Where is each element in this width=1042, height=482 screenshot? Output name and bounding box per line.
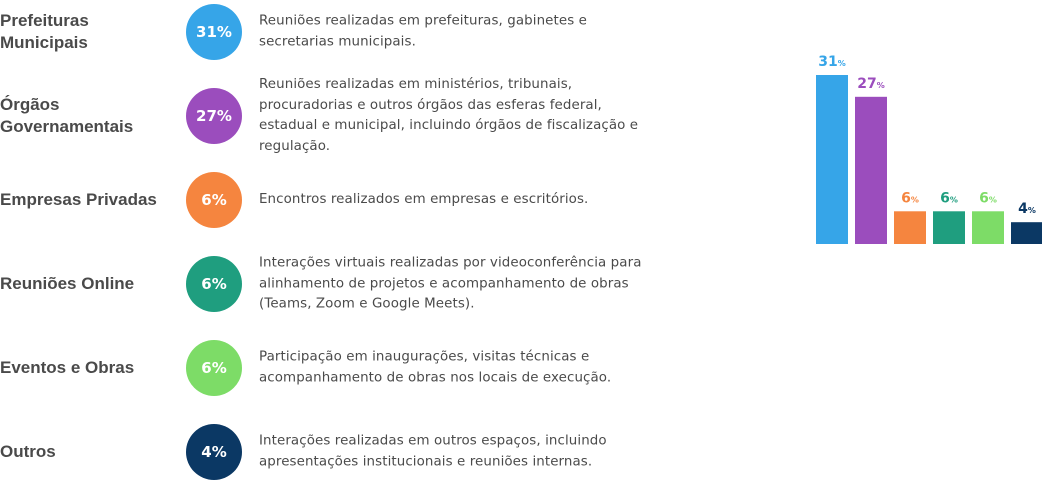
- category-row: [0, 254, 660, 314]
- category-description: Reuniões realizadas em prefeituras, gabinetes e secretarias municipais.: [259, 13, 587, 49]
- bar: [972, 211, 1004, 244]
- category-description: Reuniões realizadas em ministérios, tribunais, procuradorias e outros órgãos das esferas federal, estadual e municipal, incluindo órgãos de fiscalização e regulação.: [259, 77, 639, 154]
- category-row: [0, 170, 660, 230]
- bar-value-label: 27%: [857, 75, 885, 92]
- bar: [1011, 222, 1042, 244]
- bar: [855, 97, 887, 244]
- category-row: [0, 2, 660, 62]
- percentage-badge: 4%: [186, 424, 242, 480]
- bar-value-label: 6%: [940, 190, 958, 207]
- bar-value-label: 6%: [979, 190, 997, 207]
- category-description: Encontros realizados em empresas e escritórios.: [259, 191, 589, 207]
- category-row: [0, 77, 660, 154]
- bar: [816, 75, 848, 244]
- category-row: [0, 338, 660, 398]
- percentage-badge: 31%: [186, 4, 242, 60]
- bar-chart: [800, 30, 1042, 260]
- category-row: [0, 422, 660, 482]
- category-label: Eventos e Obras: [0, 358, 135, 377]
- category-label: Empresas Privadas: [0, 190, 157, 209]
- category-label: Reuniões Online: [0, 274, 135, 293]
- percentage-badge: 6%: [186, 172, 242, 228]
- bar: [933, 211, 965, 244]
- category-label: Órgãos Governamentais: [0, 95, 134, 136]
- percentage-badge: 6%: [186, 256, 242, 312]
- percentage-badge: 27%: [186, 88, 242, 144]
- category-label: Prefeituras Municipais: [0, 11, 89, 52]
- category-label: Outros: [0, 442, 56, 461]
- bar-value-label: 6%: [901, 190, 919, 207]
- category-description: Participação em inaugurações, visitas técnicas e acompanhamento de obras nos locais de execução.: [259, 349, 612, 385]
- percentage-badge: 6%: [186, 340, 242, 396]
- bar: [894, 211, 926, 244]
- bar-value-label: 31%: [818, 54, 846, 70]
- category-description: Interações realizadas em outros espaços, incluindo apresentações institucionais e reuniões internas.: [259, 433, 607, 469]
- category-description: Interações virtuais realizadas por videoconferência para alinhamento de projetos e acompanhamento de obras (Teams, Zoom e Google Meets).: [259, 255, 642, 312]
- bar-value-label: 4%: [1018, 201, 1036, 218]
